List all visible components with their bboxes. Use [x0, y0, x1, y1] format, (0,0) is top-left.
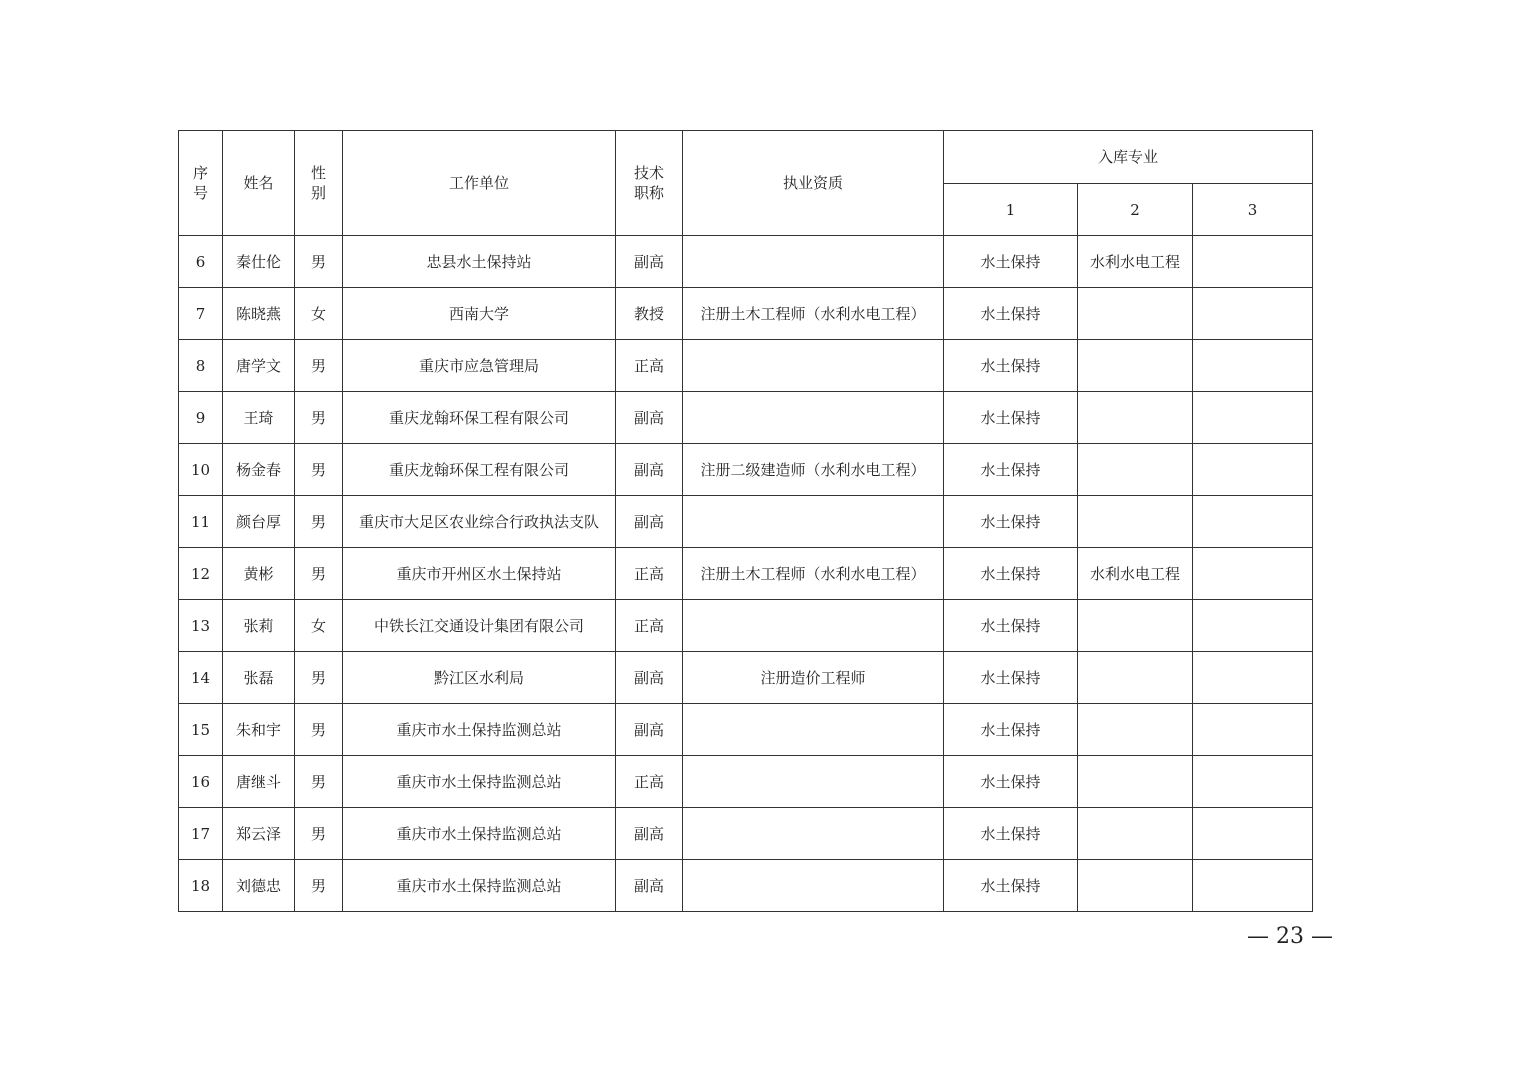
- cell-employer: 黔江区水利局: [343, 652, 616, 704]
- table-row: [179, 808, 1313, 860]
- cell-specialty-2: [1078, 704, 1193, 756]
- cell-gender: 男: [295, 704, 343, 756]
- cell-specialty-2: 水利水电工程: [1078, 548, 1193, 600]
- cell-employer: 中铁长江交通设计集团有限公司: [343, 600, 616, 652]
- cell-specialty-2: [1078, 392, 1193, 444]
- cell-qualification: 注册土木工程师（水利水电工程）: [683, 288, 944, 340]
- cell-title: 正高: [616, 756, 683, 808]
- cell-specialty-1: 水土保持: [944, 496, 1078, 548]
- table-row: [179, 340, 1313, 392]
- cell-specialty-3: [1193, 548, 1313, 600]
- cell-title: 副高: [616, 496, 683, 548]
- cell-title: 正高: [616, 548, 683, 600]
- cell-specialty-3: [1193, 392, 1313, 444]
- cell-specialty-3: [1193, 444, 1313, 496]
- cell-specialty-1: 水土保持: [944, 288, 1078, 340]
- cell-specialty-2: [1078, 756, 1193, 808]
- cell-gender: 男: [295, 808, 343, 860]
- cell-seq: 9: [179, 392, 223, 444]
- cell-qualification: [683, 340, 944, 392]
- cell-employer: 重庆市大足区农业综合行政执法支队: [343, 496, 616, 548]
- table-row: [179, 392, 1313, 444]
- cell-seq: 11: [179, 496, 223, 548]
- cell-name: 黄彬: [223, 548, 295, 600]
- cell-specialty-1: 水土保持: [944, 548, 1078, 600]
- table-row: [179, 496, 1313, 548]
- page-number: — 23 —: [1247, 924, 1333, 949]
- table-row: [179, 860, 1313, 912]
- table-row: [179, 704, 1313, 756]
- header-qualification: 执业资质: [683, 131, 944, 236]
- cell-qualification: [683, 704, 944, 756]
- cell-name: 唐继斗: [223, 756, 295, 808]
- header-name: 姓名: [223, 131, 295, 236]
- cell-specialty-1: 水土保持: [944, 704, 1078, 756]
- cell-seq: 15: [179, 704, 223, 756]
- cell-employer: 重庆市应急管理局: [343, 340, 616, 392]
- cell-name: 刘德忠: [223, 860, 295, 912]
- cell-specialty-2: [1078, 652, 1193, 704]
- cell-title: 副高: [616, 392, 683, 444]
- cell-gender: 男: [295, 860, 343, 912]
- header-gender-line2: 别: [310, 184, 326, 202]
- cell-employer: 重庆市水土保持监测总站: [343, 808, 616, 860]
- cell-specialty-3: [1193, 236, 1313, 288]
- cell-specialty-3: [1193, 652, 1313, 704]
- cell-qualification: [683, 392, 944, 444]
- header-title: [616, 131, 683, 236]
- cell-name: 杨金春: [223, 444, 295, 496]
- cell-specialty-2: [1078, 288, 1193, 340]
- cell-specialty-2: 水利水电工程: [1078, 236, 1193, 288]
- header-specialty-2: 2: [1078, 184, 1193, 236]
- header-specialty-1: 1: [944, 184, 1078, 236]
- cell-gender: 男: [295, 652, 343, 704]
- header-specialty-group: 入库专业: [944, 131, 1313, 184]
- header-seq-line2: 号: [192, 184, 208, 202]
- cell-qualification: [683, 600, 944, 652]
- table-row: [179, 444, 1313, 496]
- cell-gender: 男: [295, 444, 343, 496]
- cell-name: 唐学文: [223, 340, 295, 392]
- table-row: [179, 756, 1313, 808]
- cell-qualification: [683, 860, 944, 912]
- cell-employer: 重庆市水土保持监测总站: [343, 860, 616, 912]
- cell-specialty-1: 水土保持: [944, 808, 1078, 860]
- cell-title: 副高: [616, 444, 683, 496]
- cell-gender: 男: [295, 392, 343, 444]
- cell-employer: 重庆市开州区水土保持站: [343, 548, 616, 600]
- table-row: [179, 548, 1313, 600]
- cell-qualification: 注册土木工程师（水利水电工程）: [683, 548, 944, 600]
- cell-specialty-3: [1193, 860, 1313, 912]
- cell-specialty-3: [1193, 496, 1313, 548]
- cell-specialty-1: 水土保持: [944, 340, 1078, 392]
- cell-specialty-1: 水土保持: [944, 236, 1078, 288]
- cell-specialty-2: [1078, 496, 1193, 548]
- cell-employer: 重庆市水土保持监测总站: [343, 704, 616, 756]
- cell-specialty-1: 水土保持: [944, 756, 1078, 808]
- cell-gender: 男: [295, 340, 343, 392]
- cell-title: 教授: [616, 288, 683, 340]
- cell-specialty-3: [1193, 808, 1313, 860]
- cell-seq: 8: [179, 340, 223, 392]
- cell-gender: 女: [295, 600, 343, 652]
- cell-gender: 女: [295, 288, 343, 340]
- cell-specialty-3: [1193, 340, 1313, 392]
- cell-qualification: [683, 496, 944, 548]
- cell-name: 王琦: [223, 392, 295, 444]
- cell-seq: 14: [179, 652, 223, 704]
- cell-specialty-1: 水土保持: [944, 600, 1078, 652]
- cell-qualification: [683, 756, 944, 808]
- cell-title: 正高: [616, 600, 683, 652]
- cell-specialty-1: 水土保持: [944, 860, 1078, 912]
- cell-seq: 10: [179, 444, 223, 496]
- cell-qualification: [683, 236, 944, 288]
- cell-specialty-2: [1078, 444, 1193, 496]
- cell-title: 正高: [616, 340, 683, 392]
- cell-name: 颜台厚: [223, 496, 295, 548]
- cell-specialty-1: 水土保持: [944, 652, 1078, 704]
- header-gender-line1: 性: [310, 164, 326, 182]
- cell-seq: 12: [179, 548, 223, 600]
- cell-seq: 16: [179, 756, 223, 808]
- cell-name: 张莉: [223, 600, 295, 652]
- table-body: [179, 236, 1313, 912]
- cell-specialty-2: [1078, 808, 1193, 860]
- cell-seq: 6: [179, 236, 223, 288]
- cell-name: 朱和宇: [223, 704, 295, 756]
- header-title-line2: 职称: [633, 184, 664, 202]
- cell-specialty-2: [1078, 860, 1193, 912]
- cell-specialty-2: [1078, 340, 1193, 392]
- cell-name: 秦仕伦: [223, 236, 295, 288]
- cell-employer: 重庆龙翰环保工程有限公司: [343, 392, 616, 444]
- table-header: [179, 131, 1313, 236]
- cell-name: 张磊: [223, 652, 295, 704]
- cell-specialty-3: [1193, 288, 1313, 340]
- cell-gender: 男: [295, 548, 343, 600]
- cell-seq: 18: [179, 860, 223, 912]
- cell-qualification: [683, 808, 944, 860]
- header-specialty-3: 3: [1193, 184, 1313, 236]
- cell-name: 郑云泽: [223, 808, 295, 860]
- header-seq: [179, 131, 223, 236]
- cell-specialty-2: [1078, 600, 1193, 652]
- cell-title: 副高: [616, 652, 683, 704]
- cell-seq: 17: [179, 808, 223, 860]
- cell-gender: 男: [295, 496, 343, 548]
- cell-name: 陈晓燕: [223, 288, 295, 340]
- table-row: [179, 288, 1313, 340]
- header-employer: 工作单位: [343, 131, 616, 236]
- cell-title: 副高: [616, 236, 683, 288]
- cell-employer: 重庆龙翰环保工程有限公司: [343, 444, 616, 496]
- cell-qualification: 注册二级建造师（水利水电工程）: [683, 444, 944, 496]
- cell-employer: 忠县水土保持站: [343, 236, 616, 288]
- cell-seq: 13: [179, 600, 223, 652]
- cell-title: 副高: [616, 808, 683, 860]
- cell-employer: 西南大学: [343, 288, 616, 340]
- cell-specialty-3: [1193, 600, 1313, 652]
- cell-title: 副高: [616, 704, 683, 756]
- header-seq-line1: 序: [192, 164, 208, 182]
- cell-title: 副高: [616, 860, 683, 912]
- cell-specialty-3: [1193, 756, 1313, 808]
- cell-specialty-3: [1193, 704, 1313, 756]
- table-row: [179, 652, 1313, 704]
- table-row: [179, 600, 1313, 652]
- expert-roster-table: [178, 130, 1313, 912]
- cell-qualification: 注册造价工程师: [683, 652, 944, 704]
- cell-specialty-1: 水土保持: [944, 444, 1078, 496]
- header-title-line1: 技术: [633, 164, 664, 182]
- cell-specialty-1: 水土保持: [944, 392, 1078, 444]
- cell-employer: 重庆市水土保持监测总站: [343, 756, 616, 808]
- cell-gender: 男: [295, 756, 343, 808]
- table-row: [179, 236, 1313, 288]
- header-gender: [295, 131, 343, 236]
- cell-seq: 7: [179, 288, 223, 340]
- cell-gender: 男: [295, 236, 343, 288]
